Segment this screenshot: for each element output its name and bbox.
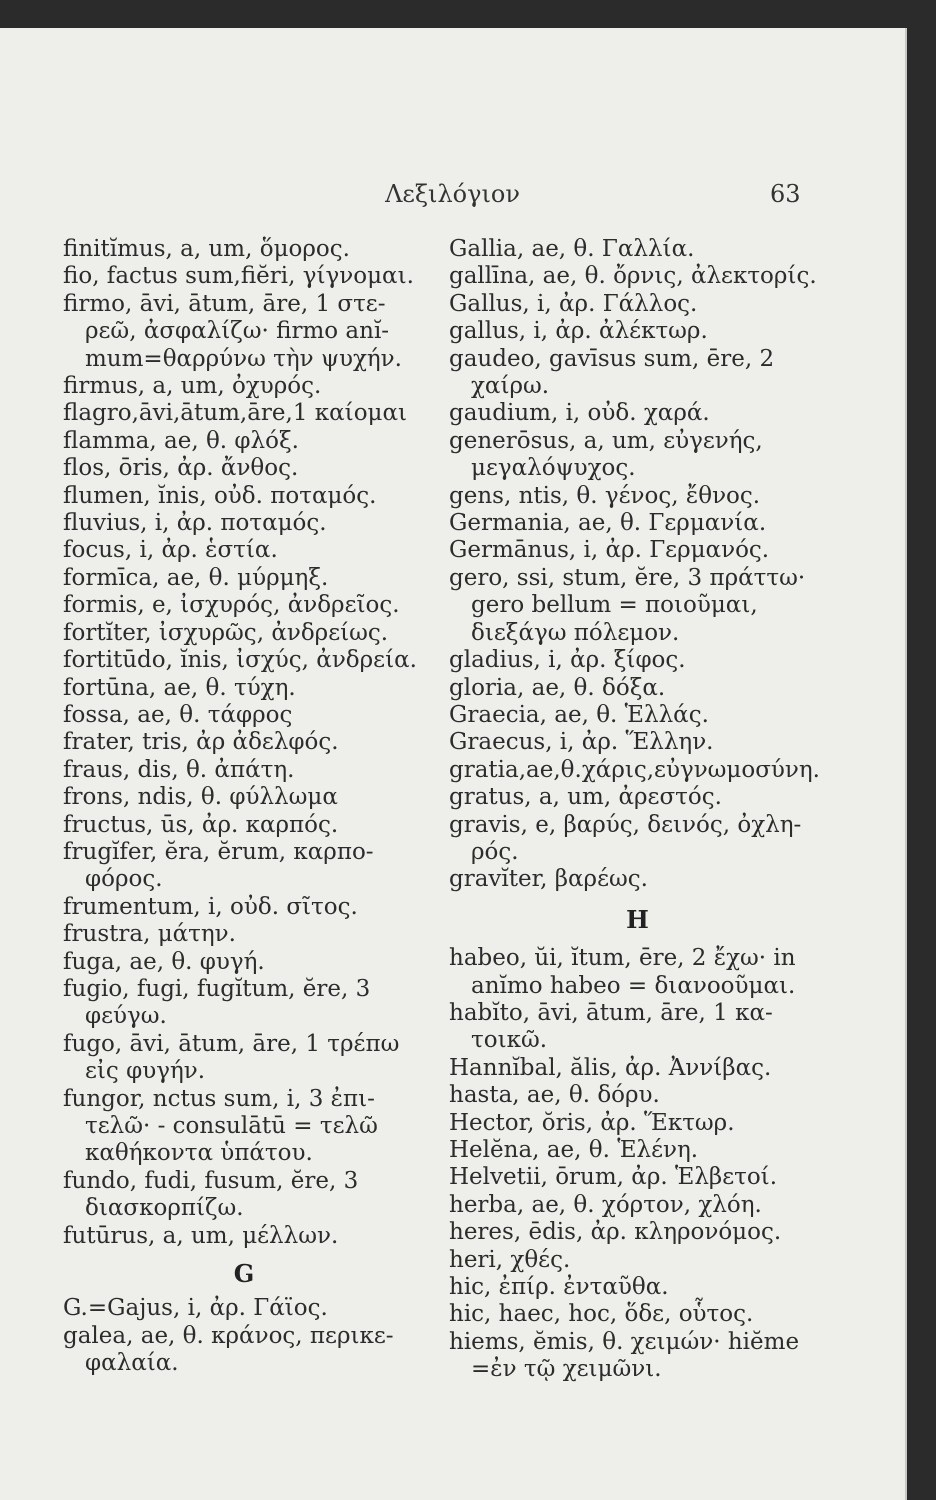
dictionary-entry	[450, 318, 825, 345]
dictionary-entry	[450, 812, 825, 867]
entry-headline: hiems, ĕmis, θ. χειμών· hiĕme	[449, 1328, 800, 1355]
entry-headline: firmus, a, um, ὀχυρός.	[63, 373, 322, 400]
entry-continuation: anĭmo habeo = διανοοῦμαι.	[471, 972, 796, 999]
dictionary-entry	[64, 620, 424, 647]
entry-continuation: καθήκοντα ὑπάτου.	[85, 1140, 313, 1167]
entry-continuation: τοικῶ.	[471, 1027, 548, 1054]
dictionary-entry	[450, 1082, 825, 1109]
dictionary-entry	[450, 1164, 825, 1191]
dictionary-entry	[64, 510, 424, 537]
section-letter-h: H	[626, 904, 649, 934]
entry-headline: gens, ntis, θ. γένος, ἔθνος.	[449, 482, 761, 509]
entry-continuation: ρεῶ, ἀσφαλίζω· firmo anĭ-	[85, 318, 390, 345]
entry-headline: hic, ἐπίρ. ἐνταῦθα.	[449, 1274, 669, 1301]
dictionary-entry	[64, 784, 424, 811]
entry-headline: firmo, āvi, ātum, āre, 1 στε-	[63, 290, 386, 317]
dictionary-entry	[64, 1295, 424, 1322]
dictionary-entry	[64, 373, 424, 400]
entry-headline: gravis, e, βαρύς, δεινός, ὀχλη-	[449, 811, 802, 838]
dictionary-entry	[64, 455, 424, 482]
dictionary-page	[0, 28, 907, 1500]
dictionary-entry	[450, 291, 825, 318]
entry-headline: galea, ae, θ. κράνος, περικε-	[63, 1322, 394, 1349]
dictionary-entry	[64, 428, 424, 455]
entry-continuation: διεξάγω πόλεμον.	[471, 619, 680, 646]
entry-headline: Germānus, i, ἀρ. Γερμανός.	[449, 537, 770, 564]
dictionary-entry	[64, 976, 424, 1031]
dictionary-entry	[64, 729, 424, 756]
dictionary-entry	[64, 647, 424, 674]
dictionary-entry	[450, 1192, 825, 1219]
entry-headline: flos, ōris, ἀρ. ἄνθος.	[63, 455, 299, 482]
entry-headline: frons, ndis, θ. φύλλωμα	[63, 784, 338, 811]
page-number: 63	[770, 180, 801, 208]
entry-headline: fungor, nctus sum, i, 3 ἐπι-	[63, 1085, 375, 1112]
entry-headline: gaudeo, gavīsus sum, ēre, 2	[449, 345, 775, 372]
dictionary-entry	[450, 1301, 825, 1328]
dictionary-entry	[450, 675, 825, 702]
dictionary-entry	[450, 565, 825, 647]
entry-headline: fio, factus sum,fiĕri, γίγνομαι.	[63, 263, 414, 290]
entry-headline: futūrus, a, um, μέλλων.	[63, 1222, 339, 1249]
entry-headline: gratia,ae,θ.χάρις,εὐγνωμοσύνη.	[449, 756, 820, 783]
entry-headline: generōsus, a, um, εὐγενής,	[449, 427, 763, 454]
dictionary-entry	[64, 812, 424, 839]
entry-continuation: τελῶ· - consulātū = τελῶ	[85, 1113, 378, 1139]
entry-headline: Helvetii, ōrum, ἀρ. Ἑλβετοί.	[449, 1164, 778, 1191]
entry-headline: fluvius, i, ἀρ. ποταμός.	[63, 510, 327, 537]
dictionary-entry	[450, 400, 825, 427]
entry-headline: fortūna, ae, θ. τύχη.	[63, 674, 296, 701]
entries-g	[450, 236, 825, 894]
running-title: Λεξιλόγιον	[385, 180, 520, 208]
dictionary-entry	[450, 1219, 825, 1246]
dictionary-entry	[64, 675, 424, 702]
dictionary-entry	[450, 510, 825, 537]
entry-headline: fugo, āvi, ātum, āre, 1 τρέπω	[63, 1030, 400, 1057]
entry-headline: Hector, ŏris, ἀρ. Ἕκτωρ.	[449, 1109, 735, 1136]
left-column	[64, 236, 424, 1378]
dictionary-entry	[64, 236, 424, 263]
entry-headline: gero, ssi, stum, ĕre, 3 πράττω·	[449, 564, 806, 591]
entry-headline: habeo, ŭi, ĭtum, ēre, 2 ἔχω· in	[449, 945, 796, 972]
dictionary-entry	[450, 1329, 825, 1384]
dictionary-entry	[450, 236, 825, 263]
entry-headline: fossa, ae, θ. τάφρος	[63, 701, 293, 728]
entry-continuation: χαίρω.	[471, 373, 550, 400]
dictionary-entry	[450, 1110, 825, 1137]
entry-headline: hasta, ae, θ. δόρυ.	[449, 1082, 660, 1109]
entry-headline: flagro,āvi,ātum,āre,1 καίομαι	[63, 400, 408, 427]
entry-headline: Hannĭbal, ălis, ἀρ. Ἀννίβας.	[449, 1054, 772, 1081]
entry-headline: frustra, μάτην.	[63, 921, 236, 948]
dictionary-entry	[64, 400, 424, 427]
entry-continuation: μεγαλόψυχος.	[471, 455, 636, 482]
dictionary-entry	[64, 921, 424, 948]
entry-headline: gloria, ae, θ. δόξα.	[449, 674, 666, 701]
entry-continuation: ρός.	[471, 838, 519, 865]
entry-headline: gratus, a, um, ἀρεστός.	[449, 784, 722, 811]
entry-continuation: φαλαία.	[85, 1350, 179, 1377]
dictionary-entry	[64, 757, 424, 784]
dictionary-entry	[64, 483, 424, 510]
dictionary-entry	[450, 647, 825, 674]
dictionary-entry	[64, 263, 424, 290]
dictionary-entry	[450, 757, 825, 784]
dictionary-entry	[450, 428, 825, 483]
entry-headline: Helĕna, ae, θ. Ἑλένη.	[449, 1137, 699, 1163]
entry-headline: Graecus, i, ἀρ. Ἕλλην.	[449, 729, 714, 756]
entry-headline: Gallus, i, ἀρ. Γάλλος.	[449, 290, 698, 317]
entry-continuation: mum=θαρρύνω τὴν ψυχήν.	[85, 345, 402, 372]
dictionary-entry	[64, 839, 424, 894]
entry-continuation: διασκορπίζω.	[85, 1195, 244, 1222]
entry-headline: heri, χθές.	[449, 1246, 571, 1273]
entry-headline: G.=Gajus, i, ἀρ. Γάϊος.	[63, 1295, 328, 1322]
dictionary-entry	[64, 1223, 424, 1250]
entry-headline: gaudium, i, οὐδ. χαρά.	[449, 400, 710, 427]
entry-continuation: φόρος.	[85, 866, 163, 893]
entry-headline: focus, i, ἀρ. ἑστία.	[63, 537, 278, 564]
entry-headline: flumen, ĭnis, οὐδ. ποταμός.	[63, 482, 377, 509]
dictionary-entry	[64, 949, 424, 976]
dictionary-entry	[450, 1000, 825, 1055]
dictionary-entry	[450, 1274, 825, 1301]
dictionary-entry	[64, 1168, 424, 1223]
entry-continuation: εἰς φυγήν.	[85, 1058, 206, 1085]
dictionary-entry	[450, 866, 825, 893]
entries-h	[450, 945, 825, 1384]
entry-headline: fuga, ae, θ. φυγή.	[63, 948, 265, 975]
dictionary-entry	[64, 291, 424, 373]
dictionary-entry	[450, 945, 825, 1000]
entry-headline: frater, tris, ἀρ ἀδελφός.	[63, 729, 339, 756]
dictionary-entry	[450, 729, 825, 756]
entry-headline: fraus, dis, θ. ἀπάτη.	[63, 756, 295, 783]
entry-headline: gravĭter, βαρέως.	[449, 866, 648, 893]
dictionary-entry	[64, 592, 424, 619]
dictionary-entry	[450, 1055, 825, 1082]
entry-headline: flamma, ae, θ. φλόξ.	[63, 427, 299, 454]
entry-headline: heres, ēdis, ἀρ. κληρονόμος.	[449, 1219, 782, 1246]
dictionary-entry	[64, 1031, 424, 1086]
dictionary-entry	[64, 702, 424, 729]
entry-headline: fortitūdo, ĭnis, ἰσχύς, ἀνδρεία.	[63, 647, 417, 674]
section-letter-g: G	[233, 1259, 255, 1289]
entry-headline: Gallia, ae, θ. Γαλλία.	[449, 236, 695, 262]
dictionary-entry	[450, 483, 825, 510]
dictionary-entry	[450, 263, 825, 290]
dictionary-entry	[64, 1086, 424, 1168]
dictionary-entry	[450, 346, 825, 401]
dictionary-entry	[450, 1247, 825, 1274]
entry-headline: herba, ae, θ. χόρτον, χλόη.	[449, 1191, 762, 1218]
dictionary-entry	[64, 565, 424, 592]
dictionary-entry	[450, 784, 825, 811]
dictionary-entry	[64, 1323, 424, 1378]
entry-continuation: φεύγω.	[85, 1003, 167, 1030]
entry-headline: hic, haec, hoc, ὅδε, οὗτος.	[449, 1301, 754, 1328]
right-column	[450, 236, 825, 1384]
entry-headline: fugio, fugi, fugĭtum, ĕre, 3	[63, 975, 371, 1002]
entry-headline: fructus, ūs, ἀρ. καρπός.	[63, 811, 339, 838]
dictionary-entry	[450, 702, 825, 729]
entries-f	[64, 236, 424, 1250]
entry-headline: formis, e, ἰσχυρός, ἀνδρεῖος.	[63, 592, 400, 619]
entry-headline: frumentum, i, οὐδ. σῖτος.	[63, 893, 358, 920]
entry-headline: fortĭter, ἰσχυρῶς, ἀνδρείως.	[63, 619, 389, 646]
entry-headline: habĭto, āvi, ātum, āre, 1 κα-	[449, 999, 773, 1026]
dictionary-entry	[64, 537, 424, 564]
entry-headline: fundo, fudi, fusum, ĕre, 3	[63, 1167, 359, 1194]
entry-headline: gallīna, ae, θ. ὄρνις, ἀλεκτορίς.	[449, 263, 817, 290]
entry-headline: Graecia, ae, θ. Ἑλλάς.	[449, 701, 709, 728]
entry-continuation: gero bellum = ποιοῦμαι,	[471, 592, 758, 619]
entry-headline: Germania, ae, θ. Γερμανία.	[449, 510, 767, 537]
dictionary-entry	[450, 537, 825, 564]
entry-headline: frugĭfer, ĕra, ĕrum, καρπο-	[63, 838, 374, 865]
entry-headline: gladius, i, ἀρ. ξίφος.	[449, 647, 686, 674]
entry-headline: finitĭmus, a, um, ὅμορος.	[63, 236, 350, 262]
dictionary-entry	[450, 1137, 825, 1164]
entries-g-start	[64, 1295, 424, 1377]
dictionary-entry	[64, 894, 424, 921]
entry-headline: formīca, ae, θ. μύρμηξ.	[63, 564, 329, 591]
entry-continuation: =ἐν τῷ χειμῶνι.	[471, 1356, 662, 1383]
entry-headline: gallus, i, ἀρ. ἀλέκτωρ.	[449, 318, 708, 345]
